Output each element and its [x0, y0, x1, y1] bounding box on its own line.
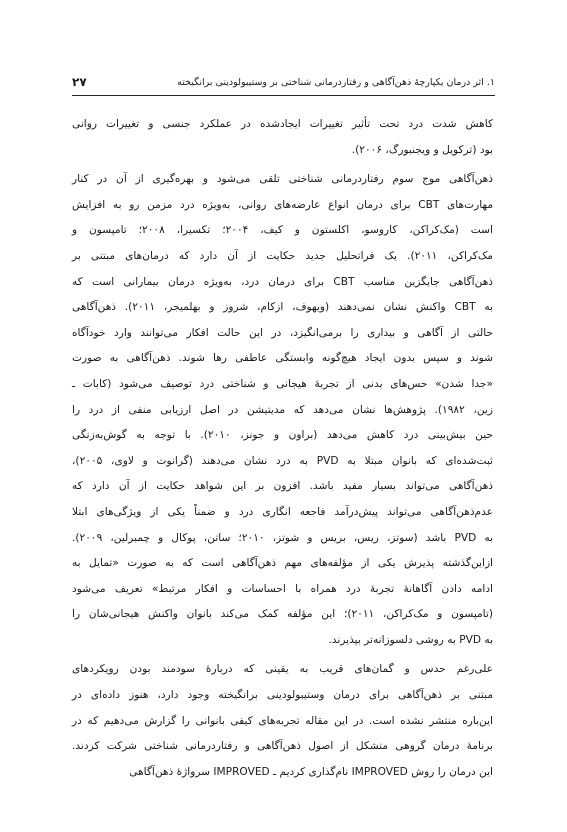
text-line: زین، ۱۹۸۲). پژوهش‌ها نشان می‌دهد که مدیتیشن در اصل ارزیابی منفی از درد را [72, 403, 493, 416]
text-line: عدم‌ذهن‌آگاهی می‌تواند پیش‌درآمد فاجعه انگاری درد و ضمناً یکی از ویژگی‌های ابتلا [72, 505, 493, 518]
text-line: مهارت‌های CBT برای درمان انواع عارضه‌های روانی، به‌ویژه درد مزمن رو به افزایش [72, 198, 493, 211]
text-line: (تامپسون و مک‌کراکن، ۲۰۱۱)؛ این مؤلفه کمک می‌کند بانوان واکنش هیجانی‌شان را [72, 608, 493, 621]
text-line: به PVD به روشی دلسوزانه‌تر بپذیرند. [328, 633, 493, 646]
text-line: حین بیش‌بینی درد کاهش می‌دهد (براون و جونز، ۲۰۱۰). با توجه به گوش‌به‌زنگی [72, 429, 493, 442]
paragraph [72, 167, 493, 653]
text-line: «جدا شدن» حس‌های بدنی از تجربهٔ هیجانی و شناختی درد توصیف می‌شود (کابات ـ [72, 377, 493, 390]
text-line: مبتنی بر ذهن‌آگاهی برای درمان وستیبولودینی برانگیخته وجود دارد، هنوز داده‌ای در [72, 689, 493, 702]
text-line: ثبت‌شده‌ای که بانوان مبتلا به PVD به درد نشان می‌دهند (گرانوت و لاوی، ۲۰۰۵)، [72, 454, 494, 467]
text-line: حالتی از آگاهی و بیداری را برمی‌انگیزد، در این حالت افکار می‌توانند وارد خودآگاه [72, 326, 493, 339]
text-line: شوند و سپس بدون ایجاد هیچ‌گونه وابستگی عاطفی رها شوند. ذهن‌آگاهی به صورت [72, 352, 493, 365]
text-line: بود (ترکویل و ویجنبورگ، ۲۰۰۶). [351, 143, 493, 156]
text-line: علی‌رغم حدس و گمان‌های قریب به یقینی که دربارهٔ سودمند بودن رویکردهای [72, 663, 493, 676]
text-line: ذهن‌آگاهی می‌تواند بسیار مفید باشد. افزون بر این شواهد حکایت از آن دارد که [72, 480, 493, 493]
text-line: به CBT واکنش نشان نمی‌دهند (ویهوف، ازکام، شروز و بهلمیجر، ۲۰۱۱). ذهن‌آگاهی [72, 301, 493, 314]
page-number: ۲۷ [72, 75, 87, 89]
paragraph [72, 112, 493, 163]
text-line: است (مک‌کراکن، کاروسو، اکلستون و کیف، ۲۰۰۴؛ تکسیرا، ۲۰۰۸؛ تامپسون و [72, 224, 494, 237]
text-line: ادامه دادن آگاهانهٔ تجربهٔ درد همراه با احساسات و افکار مرتبط» تعریف می‌شود [72, 582, 493, 595]
body-text [72, 112, 493, 785]
text-line: کاهش شدت درد تحت تأثیر تغییرات ایجادشده در عملکرد جنسی و تغییرات روانی [72, 118, 493, 130]
text-line: به PVD باشد (سوتز، ریس، بریس و شوتز، ۲۰۱۰؛ ساتن، پوکال و چمبرلین، ۲۰۰۹). [72, 531, 494, 544]
text-line: ازاین‌گذشته پذیرش یکی از مؤلفه‌های مهم ذهن‌آگاهی است که به صورت «تمایل به [72, 557, 493, 570]
text-line: برنامهٔ درمان گروهی متشکل از اصول ذهن‌آگاهی و رفتاردرمانی شناختی شرکت کردند. [72, 740, 493, 753]
running-title: ۱. اثر درمان یکپارچهٔ ذهن‌آگاهی و رفتاردرمانی شناختی بر وستیبولودینی برانگیخته [177, 76, 495, 88]
text-line: این‌باره منتشر نشده است. در این مقاله تجربه‌های کیفی بانوانی را گزارش می‌دهیم که در [72, 714, 493, 727]
text-line: ذهن‌آگاهی جایگزین مناسب CBT برای درمان درد، به‌ویژه درمان بیمارانی است که [72, 275, 493, 288]
text-line: مک‌کراکن، ۲۰۱۱). یک فراتحلیل جدید حکایت از آن دارد که درمان‌های مبتنی بر [72, 249, 493, 262]
header-divider [72, 95, 495, 96]
text-line: ذهن‌آگاهی موج سوم رفتاردرمانی شناختی تلقی می‌شود و بهره‌گیری از آن در کنار [72, 173, 493, 186]
running-header [72, 72, 495, 92]
text-line: این درمان را روش IMPROVED نام‌گذاری کردیم ـ IMPROVED سرواژهٔ ذهن‌آگاهی [129, 765, 493, 778]
paragraph [72, 657, 493, 785]
